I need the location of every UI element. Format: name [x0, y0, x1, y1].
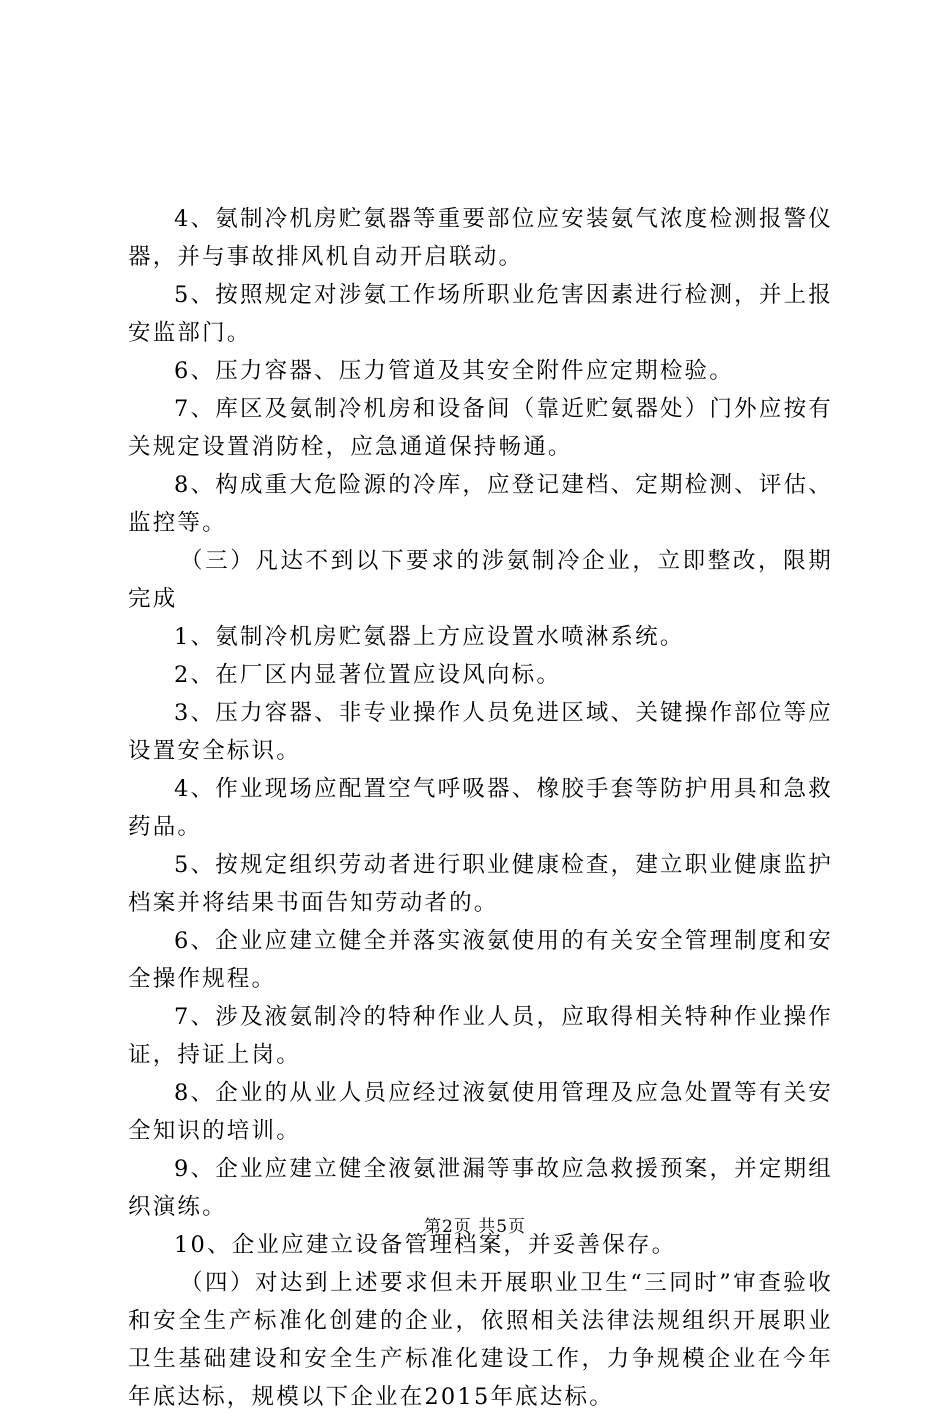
- section-heading-3: （三）凡达不到以下要求的涉氨制冷企业，立即整改，限期完成: [128, 548, 833, 612]
- paragraph-item-1-water-spray: 1、氨制冷机房贮氨器上方应设置水喷淋系统。: [174, 624, 685, 650]
- paragraph-item-6-safety-rules: 6、企业应建立健全并落实液氨使用的有关安全管理制度和安全操作规程。: [128, 928, 833, 992]
- paragraph-item-8-major-hazard: 8、构成重大危险源的冷库，应登记建档、定期检测、评估、监控等。: [128, 472, 833, 536]
- paragraph-item-10-equipment-records: 10、企业应建立设备管理档案，并妥善保存。: [174, 1232, 677, 1258]
- paragraph-item-6-pressure-inspection: 6、压力容器、压力管道及其安全附件应定期检验。: [174, 358, 734, 384]
- paragraph-item-7-special-operators: 7、涉及液氨制冷的特种作业人员，应取得相关特种作业操作证，持证上岗。: [128, 1004, 833, 1068]
- paragraph-item-2-wind-vane: 2、在厂区内显著位置应设风向标。: [174, 662, 562, 688]
- page-number-footer: 第2页 共5页: [423, 1217, 527, 1237]
- paragraph-item-7-fire-hydrant: 7、库区及氨制冷机房和设备间（靠近贮氨器处）门外应按有关规定设置消防栓，应急通道保持畅通。: [128, 396, 833, 460]
- paragraph-item-5-health-check: 5、按规定组织劳动者进行职业健康检查，建立职业健康监护档案并将结果书面告知劳动者的。: [128, 852, 833, 916]
- paragraph-item-8-training: 8、企业的从业人员应经过液氨使用管理及应急处置等有关安全知识的培训。: [128, 1080, 833, 1144]
- paragraph-item-4-protective-gear: 4、作业现场应配置空气呼吸器、橡胶手套等防护用具和急救药品。: [128, 776, 833, 840]
- section-heading-4: （四）对达到上述要求但未开展职业卫生“三同时”审查验收和安全生产标准化创建的企业，依照相关法律法规组织开展职业卫生基础建设和安全生产标准化建设工作，力争规模企业在今年年底达标，规模以下企业在2015年底达标。: [128, 1270, 833, 1410]
- paragraph-item-3-safety-signs: 3、压力容器、非专业操作人员免进区域、关键操作部位等应设置安全标识。: [128, 700, 833, 764]
- paragraph-item-5-hazard-detection: 5、按照规定对涉氨工作场所职业危害因素进行检测，并上报安监部门。: [128, 282, 833, 346]
- paragraph-item-9-emergency-plan: 9、企业应建立健全液氨泄漏等事故应急救援预案，并定期组织演练。: [128, 1156, 833, 1220]
- paragraph-item-4-ammonia-alarm: 4、氨制冷机房贮氨器等重要部位应安装氨气浓度检测报警仪器，并与事故排风机自动开启联动。: [128, 206, 833, 270]
